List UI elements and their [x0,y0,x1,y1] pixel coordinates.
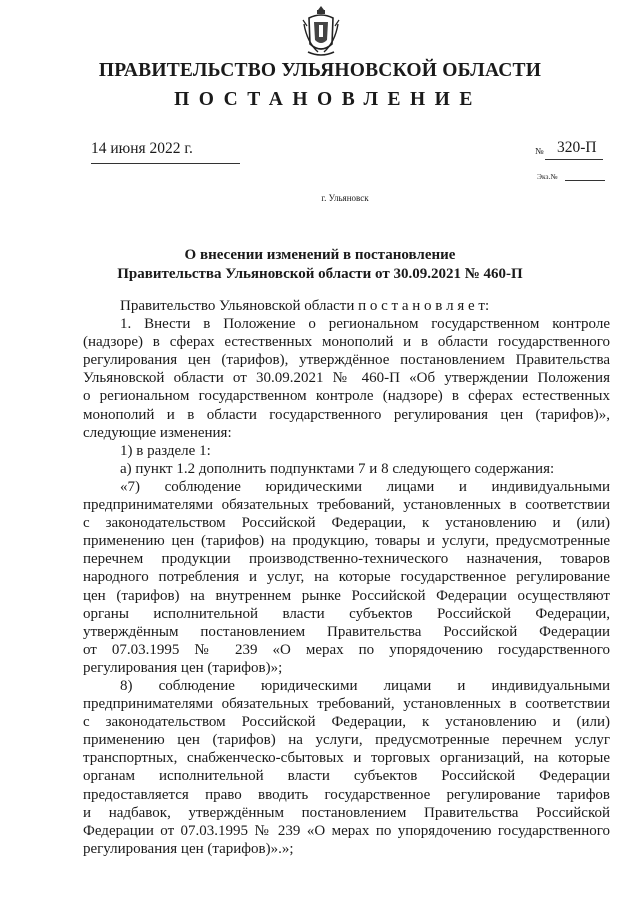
body-line: применению цен (тарифов) на продукцию, товары и услуги, предусмотренные [83,533,610,550]
document-date: 14 июня 2022 г. [91,140,193,157]
body-line: Ульяновской области от 30.09.2021 № 460-П «Об утверждении Положения [83,370,610,387]
number-underline [545,159,603,160]
body-line: Федерации от 07.03.1995 № 239 «О мерах по упорядочению государственного [83,822,610,839]
document-number: 320-П [557,139,597,156]
body-line: органы исполнительной власти субъектов Российской Федерации, [83,605,610,622]
date-underline [91,163,240,164]
body-line: (надзоре) в сферах естественных монополий и в области государственного [83,334,610,351]
body-line: цен (тарифов) на внутреннем рынке Российской Федерации осуществляют [83,587,610,604]
copy-number-underline [565,180,605,181]
title-line: О внесении изменений в постановление [184,247,456,263]
body-line: регулирования цен (тарифов)».»; [83,840,294,857]
number-label: № [535,146,544,156]
copy-number-label: Экз.№ [537,172,558,181]
body-line: предпринимателями обязательных требований, установленных в соответствии [83,696,610,713]
document-type: ПОСТАНОВЛЕНИЕ [174,89,482,110]
body-line: применению цен (тарифов) на услуги, предусмотренные перечнем услуг [83,732,610,749]
body-line: 1) в разделе 1: [120,442,211,459]
body-line: перечнем продукции производственно-технического назначения, товаров [83,551,610,568]
body-line: транспортных, снабженческо-сбытовых и торговых организаций, на которые [83,750,610,767]
body-line: утверждённым постановлением Правительства Российской Федерации [83,623,610,640]
body-line: предоставляется право вводить государственное регулирование тарифов [83,786,610,803]
body-line: 8) соблюдение юридическими лицами и индивидуальными [120,677,610,694]
body-line: монополий и в области государственного регулирования цен (тарифов)», [83,406,610,423]
city-name: г. Ульяновск [321,193,369,203]
body-line: регулирования цен (тарифов)»; [83,659,283,676]
body-line: от 07.03.1995 № 239 «О мерах по упорядочению государственного [83,641,610,658]
body-line: следующие изменения: [83,424,232,441]
body-line: народного потребления и услуг, на которые государственное регулирование [83,569,610,586]
organization-name: ПРАВИТЕЛЬСТВО УЛЬЯНОВСКОЙ ОБЛАСТИ [98,60,542,81]
body-line: регулирования цен (тарифов), утверждённое постановлением Правительства [83,352,610,369]
body-line: с законодательством Российской Федерации, к установлению и (или) [83,515,610,532]
body-line: Правительство Ульяновской области п о с т а н о в л я е т: [120,298,490,314]
document-body [83,297,610,858]
coat-of-arms-icon [302,4,340,60]
document-title [0,246,640,284]
body-line: о региональном государственном контроле (надзоре) в сферах естественных [83,388,610,405]
body-line: 1. Внести в Положение о региональном государственном контроле [120,316,610,333]
body-line: «7) соблюдение юридическими лицами и индивидуальными [120,478,610,495]
body-line: с законодательством Российской Федерации, к установлению и (или) [83,714,610,731]
body-line: предпринимателями обязательных требований, установленных в соответствии [83,497,610,514]
body-line: органам исполнительной власти субъектов Российской Федерации [83,768,610,785]
body-line: и надбавок, утверждённым постановлением Правительства Российской [83,804,610,821]
body-line: а) пункт 1.2 дополнить подпунктами 7 и 8 следующего содержания: [120,460,555,477]
title-line: Правительства Ульяновской области от 30.09.2021 № 460-П [117,266,523,282]
